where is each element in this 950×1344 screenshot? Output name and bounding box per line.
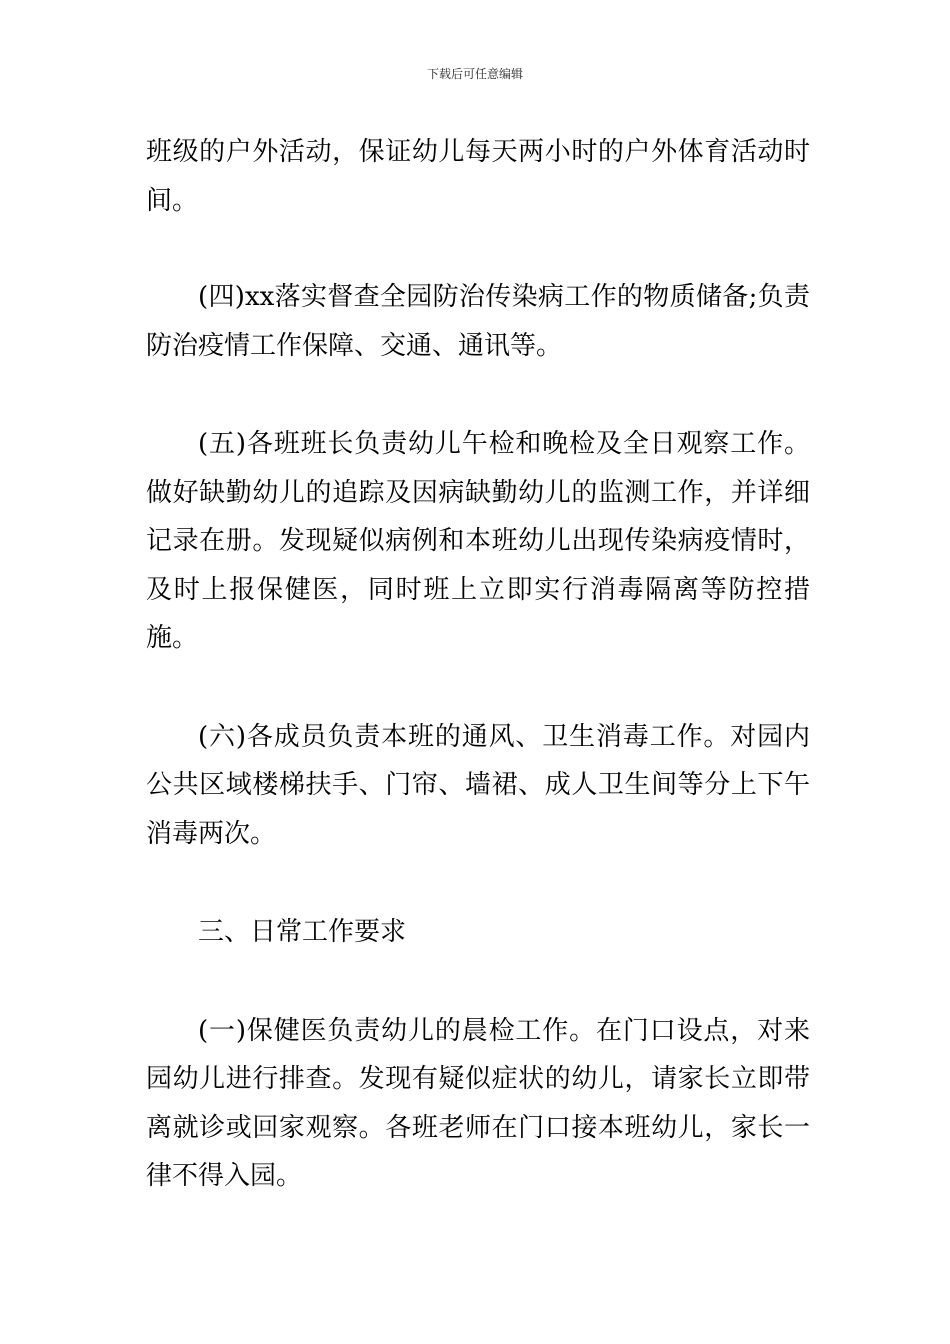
paragraph-item-5: (五)各班班长负责幼儿午检和晚检及全日观察工作。做好缺勤幼儿的追踪及因病缺勤幼儿的监测工作，并详细记录在册。发现疑似病例和本班幼儿出现传染病疫情时，及时上报保健医，同时班上立即实行消毒隔离等防控措施。 <box>146 429 810 653</box>
paragraph-item-4: (四)xx落实督查全园防治传染病工作的物质储备;负责防治疫情工作保障、交通、通讯等。 <box>146 282 810 361</box>
section-heading: 三、日常工作要求 <box>198 917 407 947</box>
paragraph-item-1: (一)保健医负责幼儿的晨检工作。在门口设点，对来园幼儿进行排查。发现有疑似症状的幼儿，请家长立即带离就诊或回家观察。各班老师在门口接本班幼儿，家长一律不得入园。 <box>146 1015 810 1191</box>
paragraph-item-6: (六)各成员负责本班的通风、卫生消毒工作。对园内公共区域楼梯扶手、门帘、墙裙、成人卫生间等分上下午消毒两次。 <box>146 721 810 849</box>
document-body <box>146 128 810 1201</box>
page-header-note: 下载后可任意编辑 <box>426 67 523 81</box>
paragraph-continuation: 班级的户外活动，保证幼儿每天两小时的户外体育活动时间。 <box>146 137 810 216</box>
